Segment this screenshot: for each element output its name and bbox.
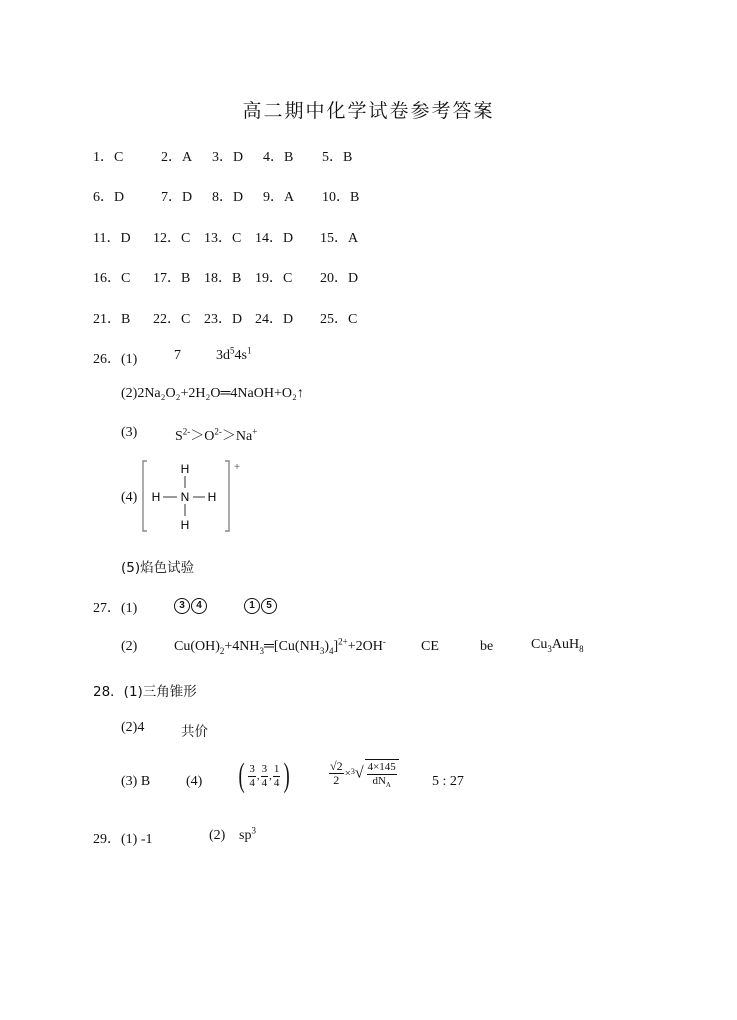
q29-part2-label: (2) [209, 828, 226, 843]
mc-answer: 17．B [153, 271, 191, 286]
mc-answer: 18．B [204, 271, 242, 286]
circled-number: 1 [244, 598, 260, 614]
mc-answer: 21．B [93, 312, 131, 327]
atom-h-top: H [180, 462, 190, 476]
q26-part1-a: 7 [174, 348, 181, 363]
coordinate-fractions: ( $\frac{3}{4}$ , $\frac{3}{4}$ , $\frac{1}{4}$ ) [238, 757, 291, 794]
q27-part2-c: be [480, 639, 494, 654]
mc-answer: 7．D [161, 190, 193, 205]
mc-answer: 25．C [320, 312, 358, 327]
q28-ratio: 5 : 27 [432, 774, 464, 789]
mc-answer: 20．D [320, 271, 359, 286]
ammonium-structure [139, 458, 249, 534]
q26-label: 26．(1) [93, 352, 138, 367]
atom-h-right: H [207, 490, 217, 504]
mc-answer: 11．D [93, 231, 131, 246]
q26-part4-label: (4) [121, 490, 138, 505]
q28-part2-a: (2)4 [121, 720, 145, 735]
q28-part3: (3) B [121, 774, 151, 789]
q26-part1-b: $3d^54s^1$ [216, 345, 252, 363]
mc-answer: 5．B [322, 150, 353, 165]
q27-part2-b: CE [421, 639, 439, 654]
page-title: 高二期中化学试卷参考答案 [242, 100, 495, 122]
mc-answer: 8．D [212, 190, 244, 205]
lattice-formula: $\frac{√2}{2}$ ×$^3$√ $\frac{4\times 145}{dN_A}$ [328, 759, 400, 788]
charge-plus: + [234, 462, 240, 473]
mc-answer: 19．C [255, 271, 293, 286]
q26-part2: (2)2Na₂O₂+2H₂O═4NaOH+O₂↑ [121, 386, 304, 401]
mc-answer: 9．A [263, 190, 295, 205]
q29-part2: $sp^3$ [239, 825, 256, 843]
circled-number: 5 [261, 598, 277, 614]
atom-n-center: N [180, 490, 190, 504]
q26-part3: $S^{2-}>O^{2-}>Na^+$ [175, 426, 258, 444]
mc-answer: 23．D [204, 312, 243, 327]
mc-answer: 15．A [320, 231, 359, 246]
mc-answer: 14．D [255, 231, 294, 246]
circled-number: 4 [191, 598, 207, 614]
mc-answer: 3．D [212, 150, 244, 165]
mc-answer: 10．B [322, 190, 360, 205]
mc-answer: 4．B [263, 150, 294, 165]
q29-part1: 29．(1) -1 [93, 832, 153, 847]
atom-h-bottom: H [180, 518, 190, 532]
mc-answer: 6．D [93, 190, 125, 205]
mc-answer: 12．C [153, 231, 191, 246]
q28-part4-label: (4) [186, 774, 203, 789]
q27-part1-a [174, 597, 208, 615]
mc-answer: 16．C [93, 271, 131, 286]
mc-answer: 22．C [153, 312, 191, 327]
q27-label: 27．(1) [93, 601, 138, 616]
mc-answer: 2．A [161, 150, 193, 165]
mc-answer: 1．C [93, 150, 124, 165]
q27-part2-equation: $Cu(OH)_2+4NH_3═[Cu(NH_3)_4]^{2+}+2OH^-$ [174, 636, 386, 656]
q27-part1-b [244, 597, 278, 615]
q26-part3-label: (3) [121, 425, 138, 440]
q27-part2-d: $Cu_3AuH_8$ [531, 637, 584, 654]
q28-part1: 28．(1)三角锥形 [93, 684, 197, 700]
circled-number: 3 [174, 598, 190, 614]
q27-part2-label: (2) [121, 639, 138, 654]
q28-part2-b: 共价 [181, 724, 208, 740]
q26-part5: (5)焰色试验 [121, 560, 195, 576]
mc-answer: 13．C [204, 231, 242, 246]
mc-answer: 24．D [255, 312, 294, 327]
atom-h-left: H [151, 490, 161, 504]
